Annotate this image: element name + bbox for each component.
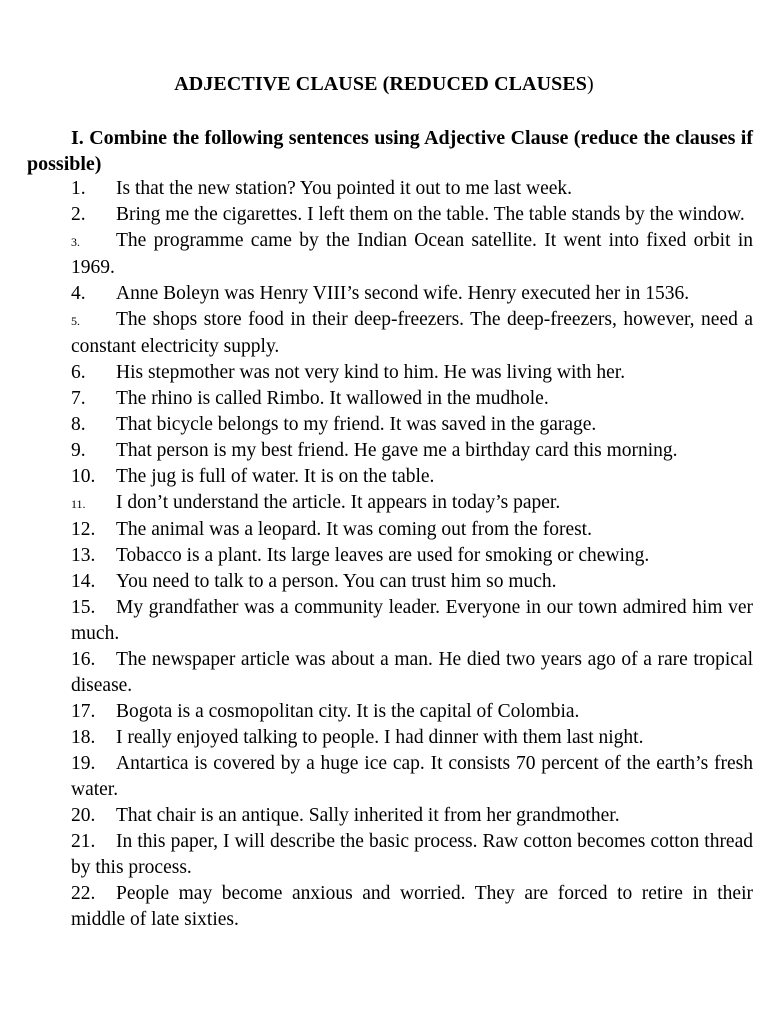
list-item [71, 386, 753, 412]
item-number: 17. [71, 701, 96, 722]
item-number: 12. [71, 519, 96, 540]
item-text: Antartica is covered by a huge ice cap. It consists 70 percent of the earth’s fresh water. [71, 753, 753, 800]
item-text: People may become anxious and worried. They are forced to retire in their middle of late sixties. [71, 883, 753, 930]
item-text: Tobacco is a plant. Its large leaves are used for smoking or chewing. [116, 545, 650, 566]
item-number: 8. [71, 414, 86, 435]
item-text: I don’t understand the article. It appears in today’s paper. [116, 492, 561, 513]
list-item [71, 699, 753, 725]
item-number: 20. [71, 805, 96, 826]
item-text: You need to talk to a person. You can trust him so much. [116, 571, 557, 592]
list-item [71, 595, 753, 647]
item-text: Is that the new station? You pointed it out to me last week. [116, 178, 573, 199]
list-item [71, 281, 753, 307]
item-number: 19. [71, 753, 96, 774]
item-number: 16. [71, 649, 96, 670]
item-number: 4. [71, 283, 86, 304]
list-item [71, 464, 753, 490]
item-number: 14. [71, 571, 96, 592]
list-item [71, 751, 753, 803]
exercise-list [71, 176, 753, 933]
title-closing-paren: ) [587, 73, 594, 95]
item-text: That chair is an antique. Sally inherited it from her grandmother. [116, 805, 620, 826]
item-number: 18. [71, 727, 96, 748]
item-text: In this paper, I will describe the basic process. Raw cotton becomes cotton thread by this process. [71, 831, 753, 878]
list-item [71, 517, 753, 543]
item-number: 1. [71, 178, 86, 199]
item-number: 10. [71, 466, 96, 487]
item-text: Bogota is a cosmopolitan city. It is the capital of Colombia. [116, 701, 580, 722]
list-item [71, 438, 753, 464]
item-text: Anne Boleyn was Henry VIII’s second wife. Henry executed her in 1536. [116, 283, 690, 304]
list-item [71, 202, 753, 228]
item-number: 22. [71, 883, 96, 904]
item-text: His stepmother was not very kind to him. He was living with her. [116, 362, 626, 383]
list-item [71, 725, 753, 751]
item-number: 21. [71, 831, 96, 852]
item-text: That person is my best friend. He gave me a birthday card this morning. [116, 440, 678, 461]
item-text: The programme came by the Indian Ocean satellite. It went into fixed orbit in 1969. [71, 230, 753, 278]
list-item [71, 543, 753, 569]
list-item [71, 881, 753, 933]
item-text: I really enjoyed talking to people. I had dinner with them last night. [116, 727, 644, 748]
list-item [71, 490, 753, 517]
item-text: The shops store food in their deep-freezers. The deep-freezers, however, need a constant electricity supply. [71, 309, 753, 357]
list-item [71, 228, 753, 281]
item-number: 5. [71, 314, 80, 328]
list-item [71, 803, 753, 829]
item-number: 3. [71, 235, 80, 249]
list-item [71, 412, 753, 438]
item-text: The newspaper article was about a man. He died two years ago of a rare tropical disease. [71, 649, 753, 696]
item-number: 9. [71, 440, 86, 461]
item-number: 11. [71, 497, 86, 511]
list-item [71, 360, 753, 386]
item-text: The animal was a leopard. It was coming out from the forest. [116, 519, 592, 540]
item-text: The rhino is called Rimbo. It wallowed in the mudhole. [116, 388, 549, 409]
item-text: My grandfather was a community leader. Everyone in our town admired him ver much. [71, 597, 753, 644]
item-number: 6. [71, 362, 86, 383]
item-number: 7. [71, 388, 86, 409]
item-number: 2. [71, 204, 86, 225]
list-item [71, 176, 753, 202]
item-text: Bring me the cigarettes. I left them on the table. The table stands by the window. [116, 204, 745, 225]
list-item [71, 829, 753, 881]
item-text: That bicycle belongs to my friend. It was saved in the garage. [116, 414, 597, 435]
exercise-instruction: I. Combine the following sentences using Adjective Clause (reduce the clauses if possible) [27, 127, 753, 175]
item-number: 15. [71, 597, 96, 618]
item-text: The jug is full of water. It is on the table. [116, 466, 435, 487]
item-number: 13. [71, 545, 96, 566]
list-item [71, 307, 753, 360]
list-item [71, 569, 753, 595]
list-item [71, 647, 753, 699]
title-text: ADJECTIVE CLAUSE (REDUCED CLAUSES [174, 73, 588, 95]
page-title [0, 72, 768, 96]
